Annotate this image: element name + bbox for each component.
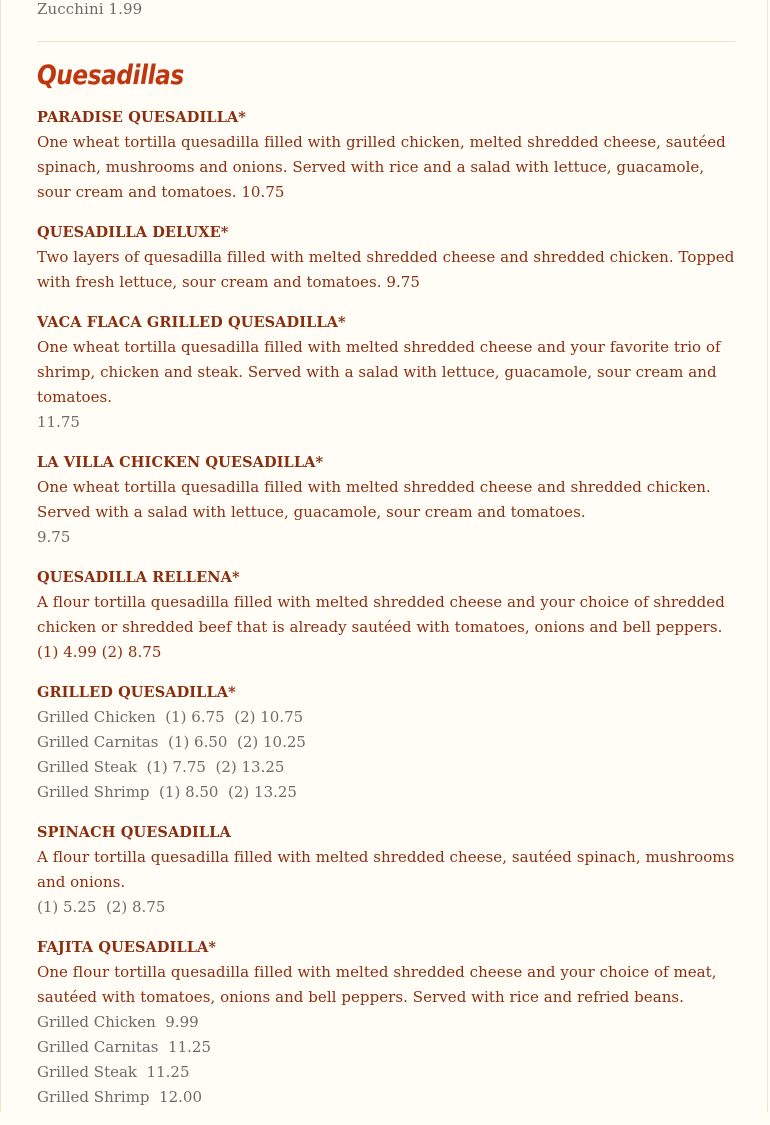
- item-name: QUESADILLA DELUXE*: [37, 224, 229, 241]
- item-description: One wheat tortilla quesadilla filled with melted shredded cheese and shredded chicken. Served with a salad with lettuce, guacamole, sour cream and tomatoes.: [37, 478, 711, 521]
- menu-item: [37, 935, 735, 1110]
- menu-item: [37, 565, 735, 665]
- menu-item: [37, 450, 735, 550]
- previous-item-line: Zucchini 1.99: [37, 0, 143, 18]
- menu-item: [37, 820, 735, 920]
- section-title: Quesadillas: [37, 60, 184, 91]
- section-divider: [37, 41, 735, 42]
- item-name: PARADISE QUESADILLA*: [37, 109, 246, 126]
- item-name: SPINACH QUESADILLA: [37, 824, 231, 841]
- item-description: One wheat tortilla quesadilla filled with melted shredded cheese and your favorite trio of shrimp, chicken and steak. Served with a salad with lettuce, guacamole, sour cream and tomatoes.: [37, 338, 721, 406]
- menu-item: [37, 105, 735, 205]
- item-name: LA VILLA CHICKEN QUESADILLA*: [37, 454, 324, 471]
- item-description: One flour tortilla quesadilla filled with melted shredded cheese and your choice of meat, sautéed with tomatoes, onions and bell peppers. Served with rice and refried beans.: [37, 963, 717, 1006]
- item-name: FAJITA QUESADILLA*: [37, 939, 217, 956]
- item-description: One wheat tortilla quesadilla filled with grilled chicken, melted shredded cheese, sautéed spinach, mushrooms and onions. Served with rice and a salad with lettuce, guacamole, sour cream and tomatoes. 10.75: [37, 133, 726, 201]
- item-name: GRILLED QUESADILLA*: [37, 684, 236, 701]
- item-price-line: Grilled Steak 11.25: [37, 1063, 190, 1081]
- item-price-line: Grilled Carnitas (1) 6.50 (2) 10.25: [37, 733, 306, 751]
- item-price-line: Grilled Steak (1) 7.75 (2) 13.25: [37, 758, 285, 776]
- item-price: (1) 5.25 (2) 8.75: [37, 898, 166, 916]
- item-price: 9.75: [37, 528, 71, 546]
- item-price-line: Grilled Shrimp 12.00: [37, 1088, 202, 1106]
- menu-item: [37, 680, 735, 805]
- item-description: A flour tortilla quesadilla filled with melted shredded cheese, sautéed spinach, mushrooms and onions.: [37, 848, 735, 891]
- item-price: 11.75: [37, 413, 80, 431]
- menu-items-list: [37, 105, 735, 1125]
- item-description: Two layers of quesadilla filled with melted shredded cheese and shredded chicken. Topped with fresh lettuce, sour cream and tomatoes. 9.75: [37, 248, 735, 291]
- item-price-line: Grilled Shrimp (1) 8.50 (2) 13.25: [37, 783, 297, 801]
- menu-item: [37, 220, 735, 295]
- item-price-line: Grilled Chicken (1) 6.75 (2) 10.75: [37, 708, 304, 726]
- item-name: VACA FLACA GRILLED QUESADILLA*: [37, 314, 346, 331]
- item-price-line: Grilled Carnitas 11.25: [37, 1038, 211, 1056]
- item-description: A flour tortilla quesadilla filled with melted shredded cheese and your choice of shredded chicken or shredded beef that is already sautéed with tomatoes, onions and bell peppers. (1) 4.99 (2) 8.75: [37, 593, 725, 661]
- item-price-line: Grilled Chicken 9.99: [37, 1013, 199, 1031]
- item-name: QUESADILLA RELLENA*: [37, 569, 240, 586]
- menu-item: [37, 310, 735, 435]
